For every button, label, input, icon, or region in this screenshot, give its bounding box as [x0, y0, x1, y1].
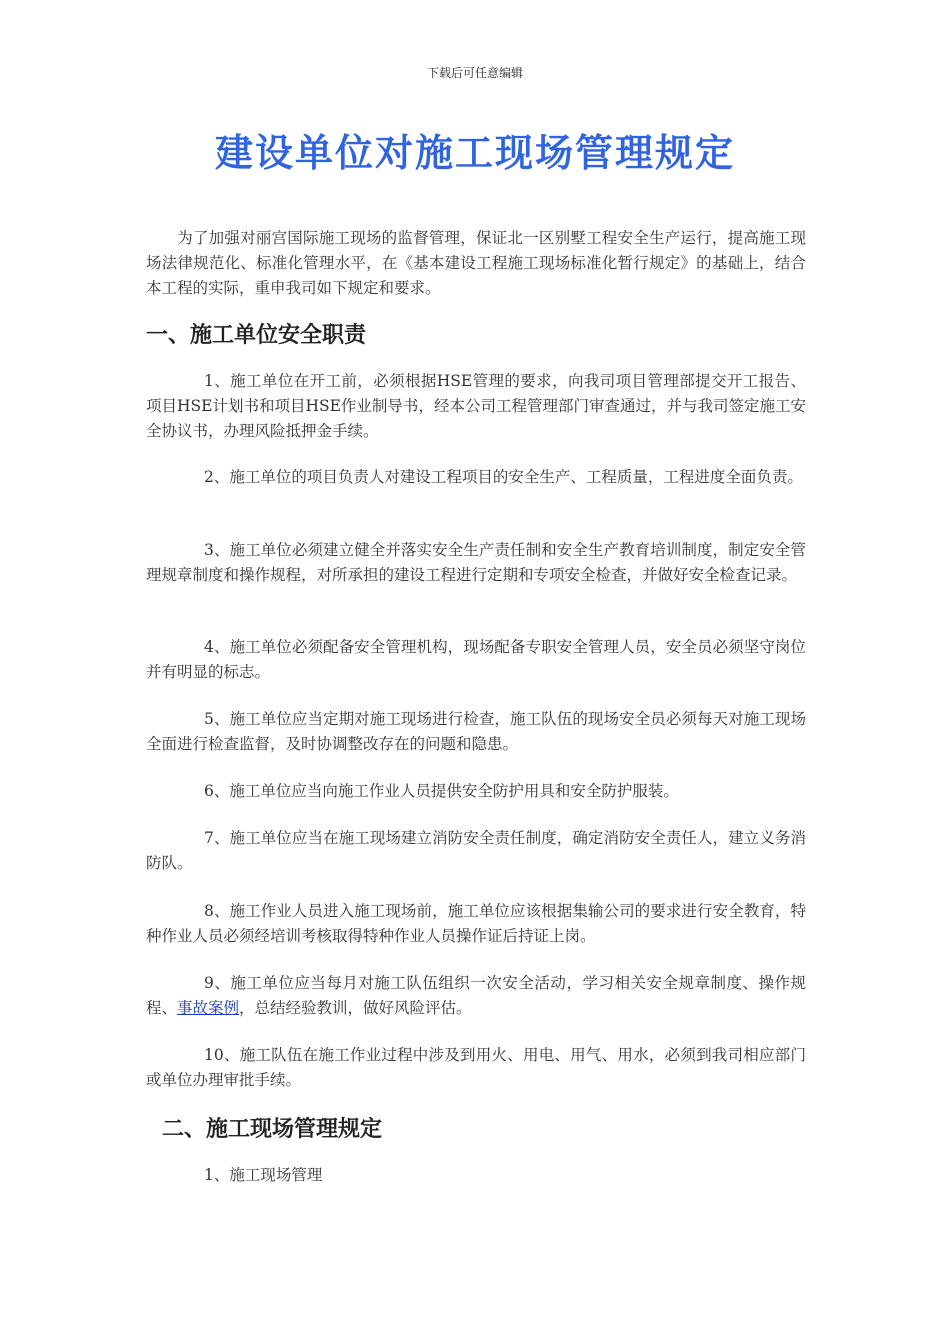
list-item-text: 9、施工单位应当每月对施工队伍组织一次安全活动，学习相关安全规章制度、操作规程、 [146, 974, 806, 1017]
list-item-text: ，总结经验教训，做好风险评估。 [239, 999, 472, 1017]
list-item [146, 1043, 806, 1093]
list-item [146, 971, 806, 1021]
list-item [146, 779, 806, 804]
intro-text: 为了加强对丽宫国际施工现场的监督管理，保证北一区别墅工程安全生产运行，提高施工现场法律规范化、标准化管理水平，在《基本建设工程施工现场标准化暂行规定》的基础上，结合本工程的实际，重申我司如下规定和要求。 [146, 229, 806, 297]
intro-paragraph [146, 226, 806, 301]
header-note: 下载后可任意编辑 [426, 66, 523, 80]
list-item [146, 635, 806, 685]
list-item [146, 899, 806, 949]
list-item-text: 1、施工现场管理 [204, 1166, 323, 1184]
list-item [146, 826, 806, 876]
list-item-text: 4、施工单位必须配备安全管理机构，现场配备专职安全管理人员，安全员必须坚守岗位并有明显的标志。 [146, 638, 806, 681]
section-heading-1: 一、施工单位安全职责 [146, 323, 367, 348]
list-item-text: 3、施工单位必须建立健全并落实安全生产责任制和安全生产教育培训制度，制定安全管理规章制度和操作规程，对所承担的建设工程进行定期和专项安全检查，并做好安全检查记录。 [146, 541, 806, 584]
list-item-text: 2、施工单位的项目负责人对建设工程项目的安全生产、工程质量，工程进度全面负责。 [204, 468, 803, 486]
list-item [146, 707, 806, 757]
list-item [146, 465, 806, 490]
document-title: 建设单位对施工现场管理规定 [214, 130, 735, 175]
list-item [146, 1163, 806, 1188]
list-item-text: 8、施工作业人员进入施工现场前，施工单位应该根据集输公司的要求进行安全教育，特种作业人员必须经培训考核取得特种作业人员操作证后持证上岗。 [146, 902, 806, 945]
section-heading-2: 二、施工现场管理规定 [162, 1117, 383, 1142]
accident-cases-link[interactable]: 事故案例 [177, 999, 240, 1017]
list-item-text: 10、施工队伍在施工作业过程中涉及到用火、用电、用气、用水，必须到我司相应部门或单位办理审批手续。 [146, 1046, 806, 1089]
list-item [146, 538, 806, 588]
list-item-text: 7、施工单位应当在施工现场建立消防安全责任制度，确定消防安全责任人，建立义务消防队。 [146, 829, 806, 872]
list-item [146, 369, 806, 444]
list-item-text: 5、施工单位应当定期对施工现场进行检查，施工队伍的现场安全员必须每天对施工现场全面进行检查监督，及时协调整改存在的问题和隐患。 [146, 710, 806, 753]
list-item-text: 6、施工单位应当向施工作业人员提供安全防护用具和安全防护服装。 [204, 782, 679, 800]
list-item-text: 1、施工单位在开工前，必须根据HSE管理的要求，向我司项目管理部提交开工报告、项目HSE计划书和项目HSE作业制导书，经本公司工程管理部门审查通过，并与我司签定施工安全协议书，办理风险抵押金手续。 [146, 372, 806, 440]
